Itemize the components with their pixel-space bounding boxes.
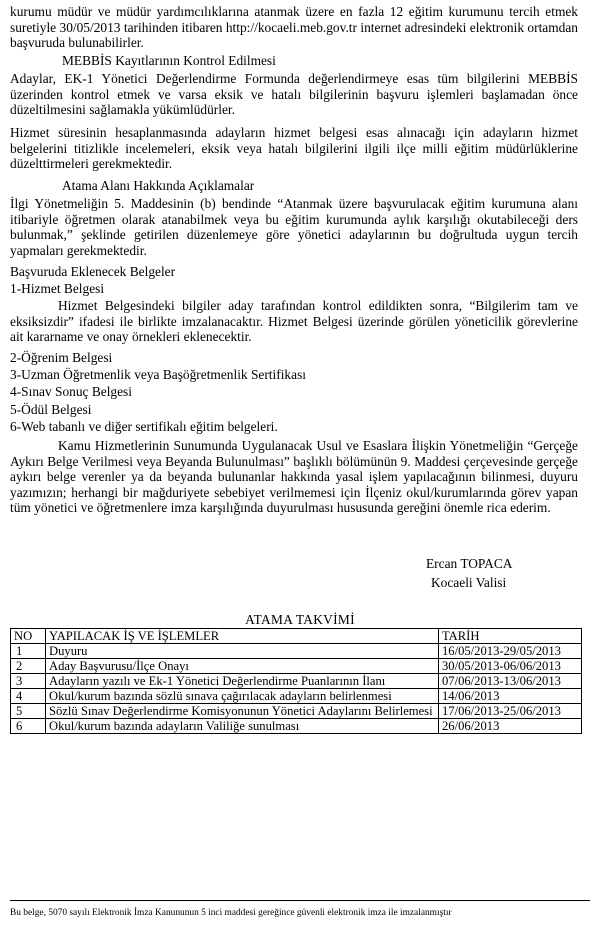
row-task: Adayların yazılı ve Ek-1 Yönetici Değerlendirme Puanlarının İlanı bbox=[46, 674, 439, 689]
signature-title: Kocaeli Valisi bbox=[431, 575, 507, 590]
row-date: 14/06/2013 bbox=[439, 689, 582, 704]
closing-paragraph: Kamu Hizmetlerinin Sunumunda Uygulanacak Usul ve Esaslara İlişkin Yönetmeliğin “Gerçeğe Aykırı Belge Verilmesi veya Beyanda Bulunulması” başlıklı bölümünün 9. Maddesi çerçevesinde gerçeğe aykırı belge verenler ya da beyanda bulunanlar hakkında yasal işlem yapılacağının bilinmesi, duyuru yazımızın; herhangi bir mağduriyete sebebiyet verilmemesi için İlçeniz okul/kurumlarında görev yapan tüm yönetici ve öğretmenlere imza karşılığında duyurulması hususunda gereğini önemle rica ederim. bbox=[10, 438, 578, 515]
table-row bbox=[11, 689, 582, 704]
row-task: Sözlü Sınav Değerlendirme Komisyonunun Yönetici Adaylarını Belirlemesi bbox=[46, 704, 439, 719]
belge-2: 2-Öğrenim Belgesi bbox=[10, 350, 113, 365]
atama-paragraph: İlgi Yönetmeliğin 5. Maddesinin (b) bendinde “Atanmak üzere başvurulacak eğitim kurumuna alanı itibariyle öğretmen olarak atanabilmek veya bu eğitim kurumunda aylık karşılığı okutabileceği ders bulunmak,” şeklinde getirilen düzenlemeye göre yönetici adaylarının bu doğrultuda uygun tercih yapmaları gerekmektedir. bbox=[10, 196, 578, 258]
row-no: 1 bbox=[11, 644, 46, 659]
row-no: 2 bbox=[11, 659, 46, 674]
intro-paragraph: kurumu müdür ve müdür yardımcılıklarına atanmak üzere en fazla 12 eğitim kurumunu tercih etmek suretiyle 30/05/2013 tarihinden itibaren http://kocaeli.meb.gov.tr internet adresindeki elektronik ortamdan başvuruda bulunabilirler. bbox=[10, 4, 578, 50]
header-date: TARİH bbox=[439, 629, 582, 644]
table-header-row bbox=[11, 629, 582, 644]
row-date: 26/06/2013 bbox=[439, 719, 582, 734]
footer-note: Bu belge, 5070 sayılı Elektronik İmza Kanununun 5 inci maddesi gereğince güvenli elektronik imza ile imzalanmıştır bbox=[10, 908, 452, 918]
mebbis-paragraph: Adaylar, EK-1 Yönetici Değerlendirme Formunda değerlendirmeye esas tüm bilgilerini MEBBİS üzerinden kontrol etmek ve varsa eksik ve hatalı bilgilerinin başvuru işlemleri başlamadan önce düzeltilmesini sağlamakla yükümlüdürler. bbox=[10, 71, 578, 117]
belge-1-paragraph: Hizmet Belgesindeki bilgiler aday tarafından kontrol edildikten sonra, “Bilgilerim tam ve eksiksizdir” ifadesi ile birlikte imzalanacaktır. Hizmet Belgesi üzerinde görülen yöneticilik görevlerine ait kararname ve onay örnekleri eklenecektir. bbox=[10, 298, 578, 344]
table-row bbox=[11, 704, 582, 719]
table-title: ATAMA TAKVİMİ bbox=[245, 612, 355, 627]
table-row bbox=[11, 719, 582, 734]
row-task: Aday Başvurusu/İlçe Onayı bbox=[46, 659, 439, 674]
belge-1: 1-Hizmet Belgesi bbox=[10, 281, 105, 296]
row-date: 17/06/2013-25/06/2013 bbox=[439, 704, 582, 719]
row-no: 6 bbox=[11, 719, 46, 734]
row-date: 07/06/2013-13/06/2013 bbox=[439, 674, 582, 689]
row-no: 5 bbox=[11, 704, 46, 719]
footer-divider bbox=[10, 900, 590, 901]
heading-belgeler: Başvuruda Eklenecek Belgeler bbox=[10, 264, 176, 279]
row-no: 4 bbox=[11, 689, 46, 704]
heading-mebbis: MEBBİS Kayıtlarının Kontrol Edilmesi bbox=[62, 53, 276, 68]
belge-3: 3-Uzman Öğretmenlik veya Başöğretmenlik Sertifikası bbox=[10, 367, 306, 382]
belge-6: 6-Web tabanlı ve diğer sertifikalı eğitim belgeleri. bbox=[10, 419, 278, 434]
table-row bbox=[11, 659, 582, 674]
belge-5: 5-Ödül Belgesi bbox=[10, 402, 92, 417]
row-task: Duyuru bbox=[46, 644, 439, 659]
belge-4: 4-Sınav Sonuç Belgesi bbox=[10, 384, 132, 399]
heading-atama: Atama Alanı Hakkında Açıklamalar bbox=[62, 178, 255, 193]
header-task: YAPILACAK İŞ VE İŞLEMLER bbox=[46, 629, 439, 644]
row-no: 3 bbox=[11, 674, 46, 689]
schedule-table bbox=[10, 628, 582, 734]
row-task: Okul/kurum bazında adayların Valiliğe sunulması bbox=[46, 719, 439, 734]
row-date: 30/05/2013-06/06/2013 bbox=[439, 659, 582, 674]
table-row bbox=[11, 674, 582, 689]
row-date: 16/05/2013-29/05/2013 bbox=[439, 644, 582, 659]
header-no: NO bbox=[11, 629, 46, 644]
row-task: Okul/kurum bazında sözlü sınava çağırılacak adayların belirlenmesi bbox=[46, 689, 439, 704]
hizmet-paragraph: Hizmet süresinin hesaplanmasında adayların hizmet belgesi esas alınacağı için adayların hizmet belgelerini titizlikle incelemeleri, eksik veya hatalı bilgilerini ilgili ilçe milli eğitim müdürlüklerine düzelttirmeleri gerekmektedir. bbox=[10, 125, 578, 171]
table-row bbox=[11, 644, 582, 659]
signature-name: Ercan TOPACA bbox=[426, 556, 513, 571]
